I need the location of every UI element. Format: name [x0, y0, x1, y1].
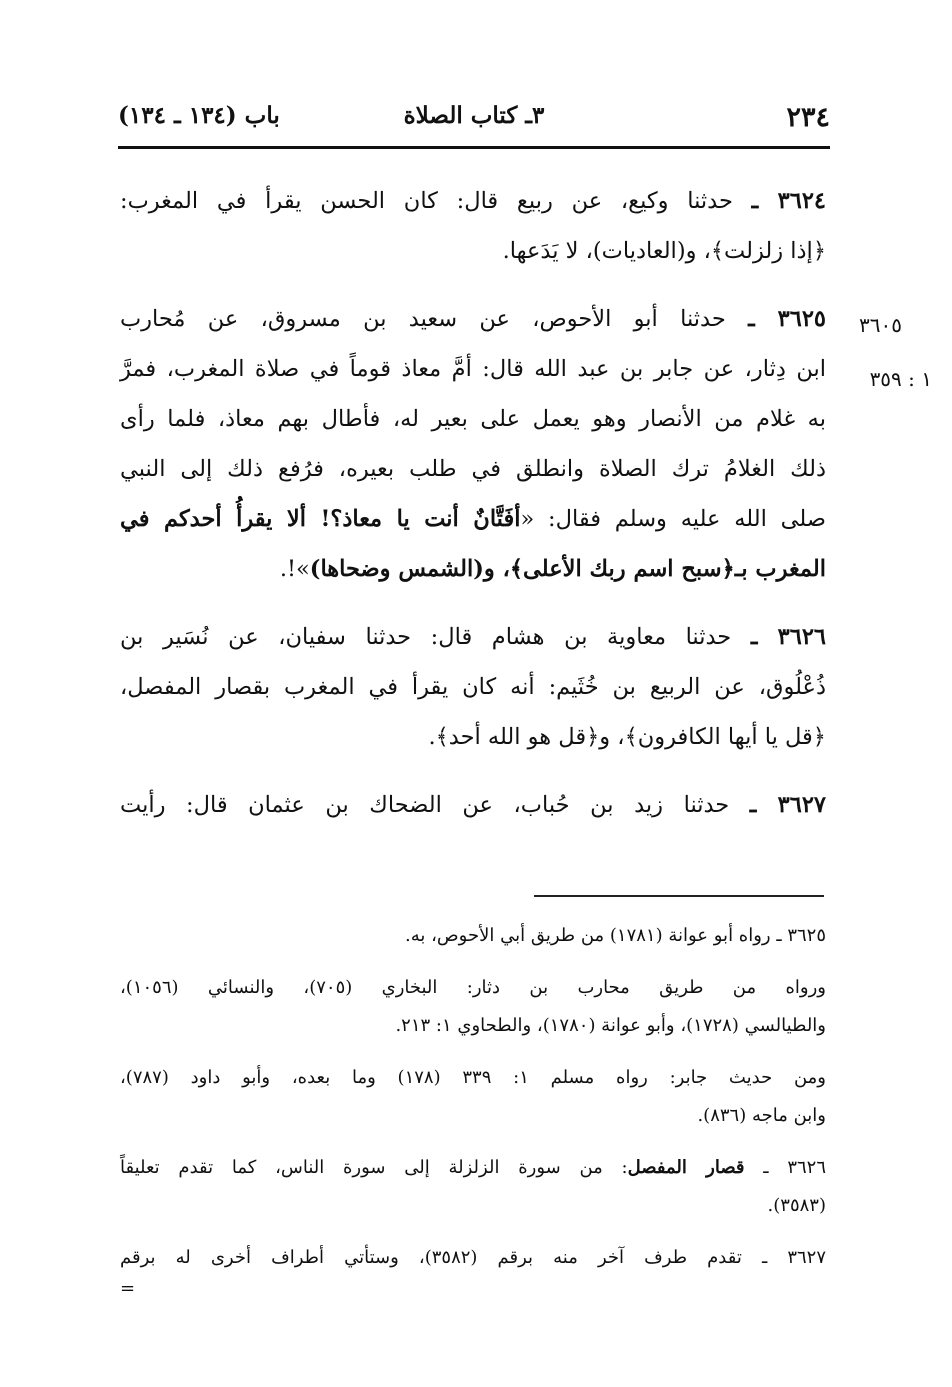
line-text: ابن دِثار، عن جابر بن عبد الله قال: أمَّ معاذ قوماً في صلاة المغرب، فمرَّ [120, 356, 826, 382]
text-line [120, 176, 826, 226]
line-text: حدثنا معاوية بن هشام قال: حدثنا سفيان، عن نُسَير بن [120, 624, 732, 650]
footnote-3625-sources [120, 969, 826, 1045]
book-title: ٣ـ كتاب الصلاة [403, 102, 545, 129]
margin-reference: ١ : ٣٥٩ [869, 367, 932, 391]
text-line [120, 780, 826, 830]
footnotes [120, 917, 826, 1315]
footnote-line: والطيالسي (١٧٢٨)، وأبو عوانة (١٧٨٠)، والطحاوي ١: ٢١٣. [395, 1015, 826, 1036]
text-line [120, 662, 826, 712]
line-text: ﴿إذا زلزلت﴾، و(العاديات)، لا يَدَعها. [502, 238, 826, 264]
line-text: حدثنا أبو الأحوص، عن سعيد بن مسروق، عن مُحارب [120, 306, 726, 332]
footnote-3627 [120, 1239, 826, 1301]
footnote-line [120, 1149, 826, 1187]
footnote-line: وابن ماجه (٨٣٦). [697, 1105, 826, 1126]
line-text: تقدم طرف آخر منه برقم (٣٥٨٢)، وستأتي أطراف أخرى له برقم [120, 1247, 742, 1268]
hadith-number: ٣٦٢٧ ـ [749, 792, 826, 818]
footnote-term: قصار المفصل [627, 1157, 745, 1178]
chapter-range: باب (١٣٤ ـ ١٣٤) [118, 102, 280, 129]
text-line [120, 394, 826, 444]
header-divider [118, 146, 830, 149]
continuation-mark: = [120, 1278, 136, 1299]
main-text [120, 176, 826, 848]
prophet-saying: المغرب بـ﴿سبح اسم ربك الأعلى﴾، و(الشمس وضحاها) [309, 556, 826, 582]
page-number: ٢٣٤ [786, 102, 830, 133]
line-text: ذلك الغلامُ ترك الصلاة وانطلق في طلب بعيره، فرُفع ذلك إلى النبي [120, 456, 826, 482]
text-line [120, 344, 826, 394]
footnote-line: ورواه من طريق محارب بن دثار: البخاري (٧٠٥)، والنسائي (١٠٥٦)، [120, 977, 826, 998]
text-line [120, 494, 826, 544]
hadith-3627 [120, 780, 826, 830]
line-text: ﴿قل يا أيها الكافرون﴾، و﴿قل هو الله أحد﴾. [428, 724, 826, 750]
hadith-number: ٣٦٢٥ ـ [748, 306, 826, 332]
footnote-number: ٣٦٢٧ ـ [761, 1247, 826, 1268]
text-line [120, 294, 826, 344]
footnote-line: ٣٦٢٥ ـ رواه أبو عوانة (١٧٨١) من طريق أبي الأحوص، به. [405, 925, 826, 946]
line-text: ذُعْلُوق، عن الربيع بن خُثَيم: أنه كان يقرأ في المغرب بقصار المفصل، [120, 674, 826, 700]
prophet-saying: أفَتَّانٌ أنت يا معاذ؟! ألا يقرأُ أحدكم في [120, 506, 521, 532]
text-line [120, 544, 826, 594]
footnote-line: ومن حديث جابر: رواه مسلم ١: ٣٣٩ (١٧٨) وما بعده، وأبو داود (٧٨٧)، [120, 1067, 826, 1088]
text-line [120, 226, 826, 276]
footnote-divider [534, 895, 824, 897]
text-line [120, 444, 826, 494]
margin-reference: ٣٦٠٥ [859, 313, 902, 337]
footnote-3625-jabir [120, 1059, 826, 1135]
hadith-number: ٣٦٢٦ ـ [750, 624, 827, 650]
running-header [118, 98, 830, 138]
footnote-3626 [120, 1149, 826, 1225]
text-line [120, 612, 826, 662]
line-text: حدثنا وكيع، عن ربيع قال: كان الحسن يقرأ في المغرب: [120, 188, 733, 214]
line-text: »!. [279, 556, 310, 582]
hadith-3625 [120, 294, 826, 594]
footnote-number: ٣٦٢٦ ـ [763, 1157, 826, 1178]
line-text: صلى الله عليه وسلم فقال: « [520, 506, 826, 532]
hadith-3626 [120, 612, 826, 762]
line-text: حدثنا زيد بن حُباب، عن الضحاك بن عثمان قال: رأيت [120, 792, 730, 818]
footnote-3625 [120, 917, 826, 955]
footnote-line: (٣٥٨٣). [767, 1195, 826, 1216]
line-text: به غلام من الأنصار وهو يعمل على بعير له، فأطال بهم معاذ، فلما رأى [120, 406, 826, 432]
footnote-line [120, 1239, 826, 1277]
hadith-3624 [120, 176, 826, 276]
text-line [120, 712, 826, 762]
hadith-number: ٣٦٢٤ ـ [751, 188, 826, 214]
line-text: : من سورة الزلزلة إلى سورة الناس، كما تقدم تعليقاً [120, 1157, 628, 1178]
